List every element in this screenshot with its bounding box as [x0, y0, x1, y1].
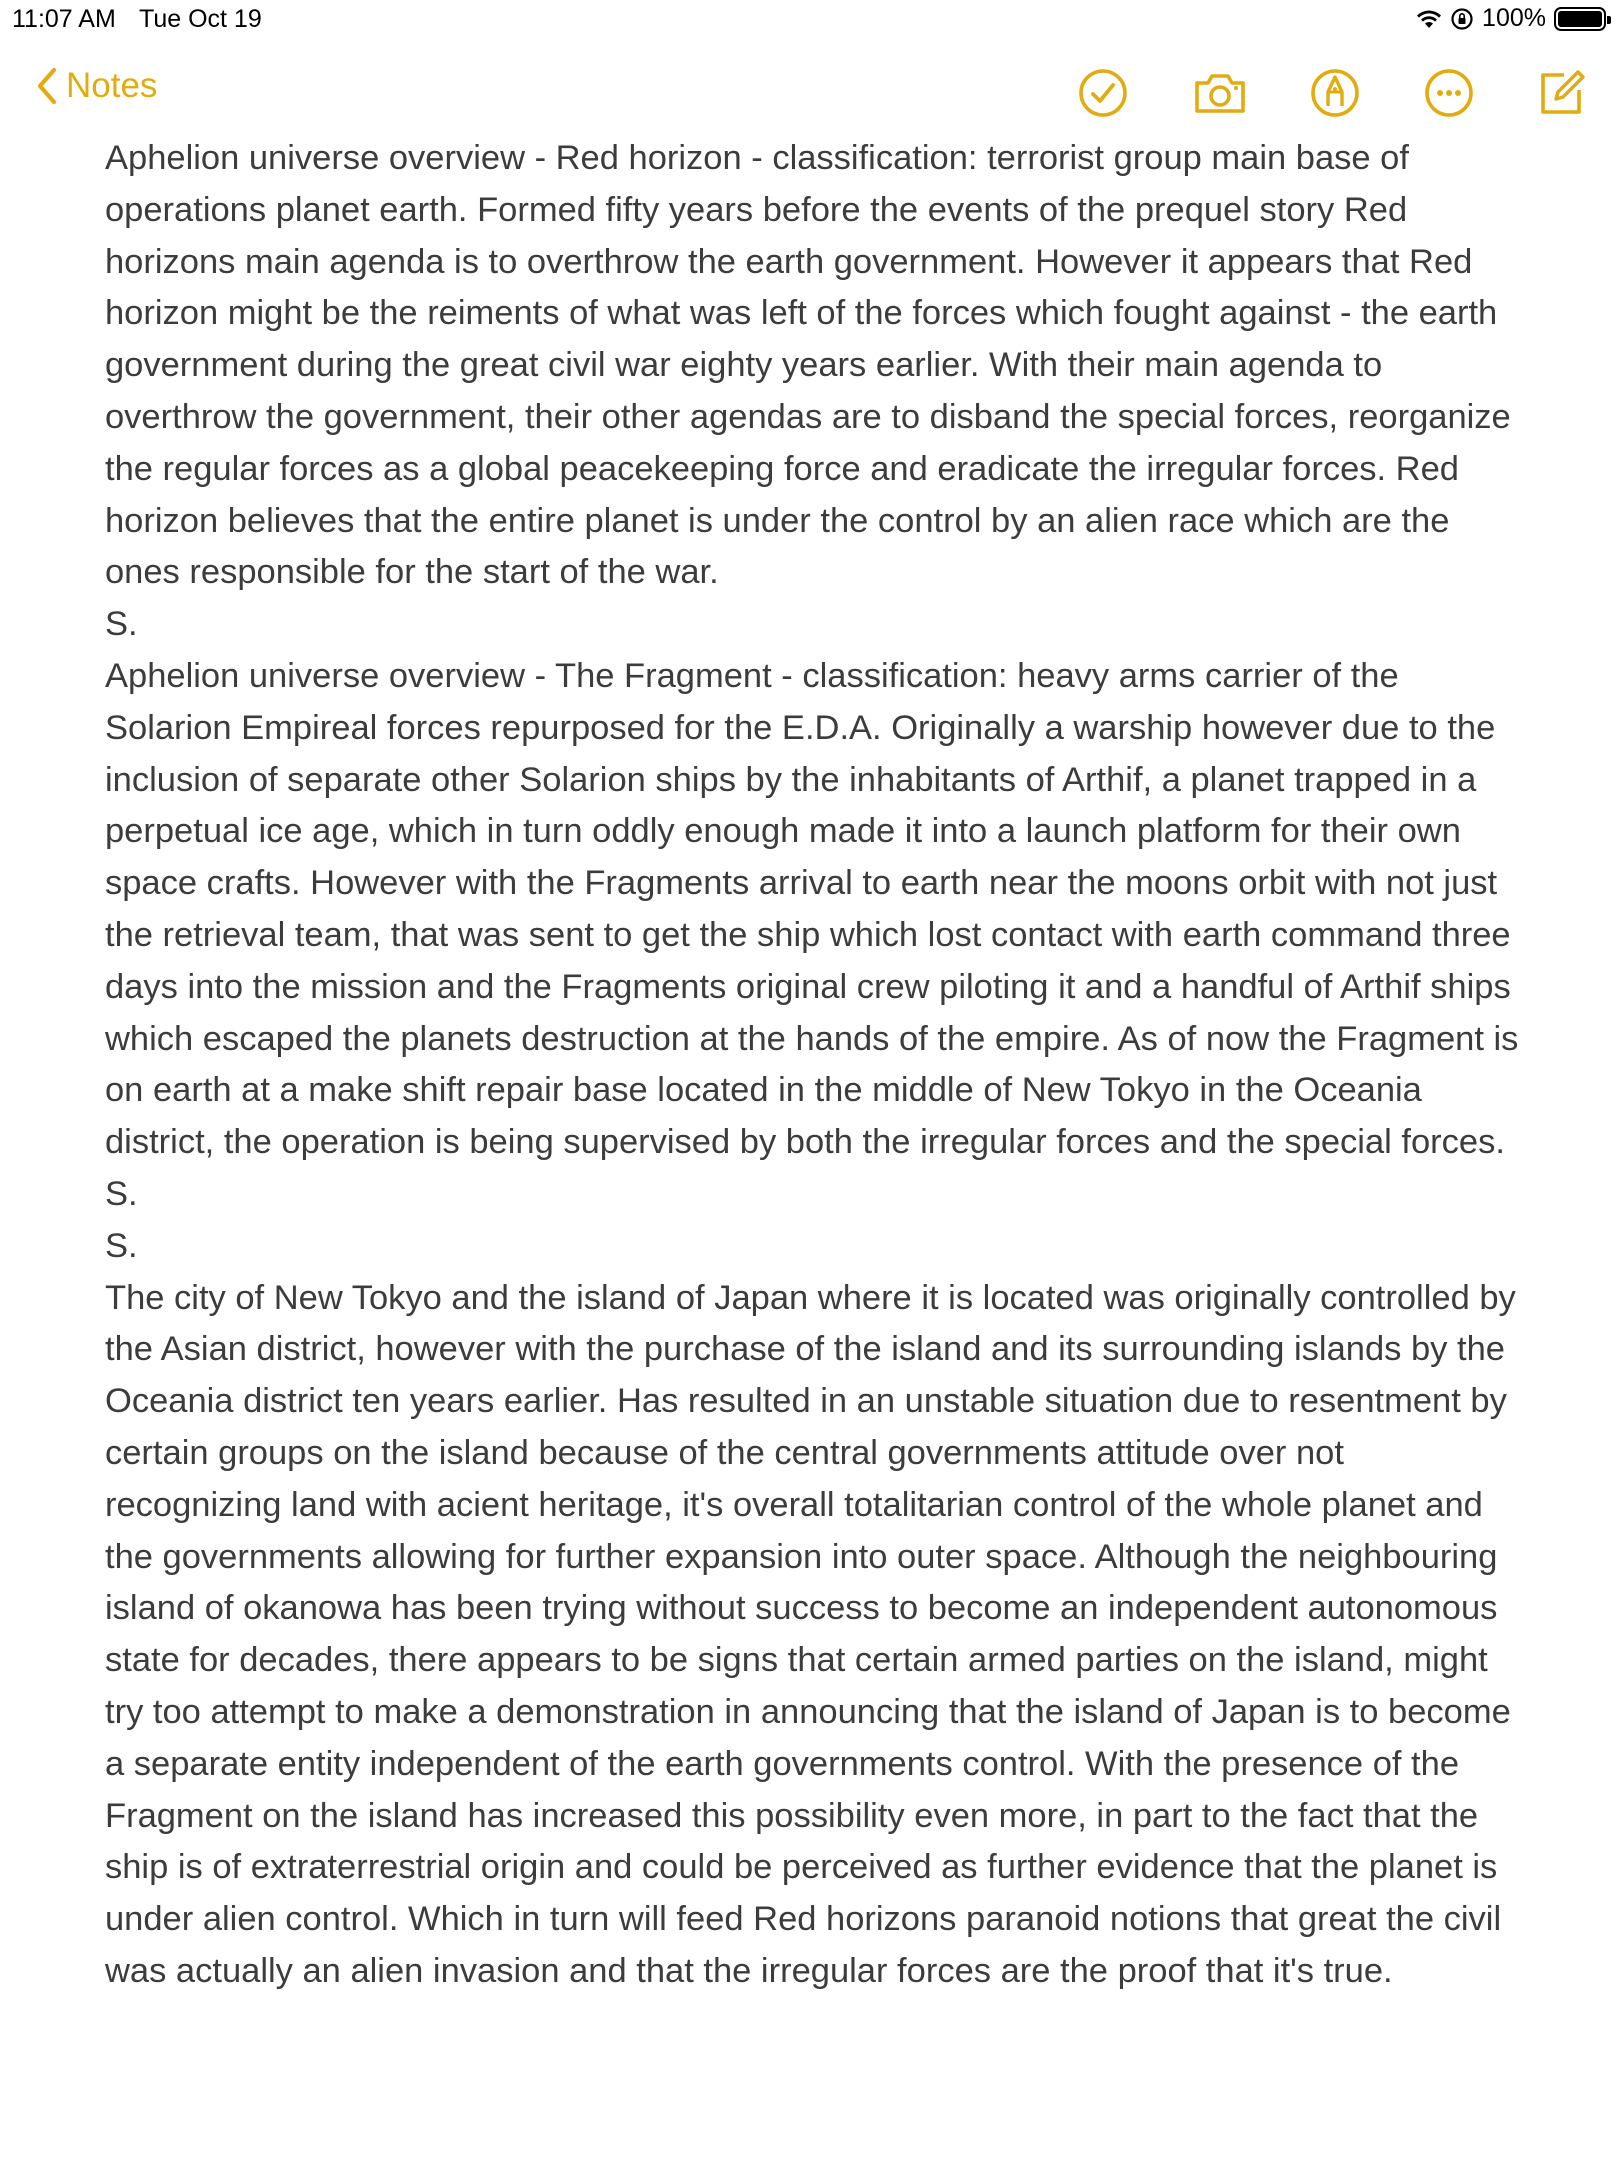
note-paragraph: The city of New Tokyo and the island of Japan where it is located was originally controlled by the Asian district, however with the purchase of the island and its surrounding islands by the Oceania district ten years earlier. Has resulted in an unstable situation due to resentment by certain groups on the island because of the central governments attitude over not recognizing land with acient heritage, it's overall totalitarian control of the whole planet and the governments allowing for further expansion into outer space. Although the neighbouring island of okanowa has been trying without success to become an independent autonomous state for decades, there appears to be signs that certain armed parties on the island, might try too attempt to make a demonstration in announcing that the island of Japan is to become a separate entity independent of the earth governments control. With the presence of the Fragment on the island has increased this possibility even more, in part to the fact that the ship is of extraterrestrial origin and could be perceived as further evidence that the planet is under alien control. Which in turn will feed Red horizons paranoid notions that great the civil was actually an alien invasion and that the irregular forces are the proof that it's true.: [105, 1278, 1516, 1990]
markup-pen-icon[interactable]: [1308, 66, 1362, 120]
status-date: Tue Oct 19: [139, 5, 262, 33]
battery-level: [1558, 11, 1602, 27]
status-indicators: [1416, 4, 1606, 33]
battery-icon: [1554, 7, 1606, 31]
more-icon[interactable]: [1422, 66, 1476, 120]
note-paragraph: S.: [105, 1174, 138, 1213]
chevron-left-icon: [36, 67, 58, 105]
note-paragraph: Aphelion universe overview - The Fragment - classification: heavy arms carrier of the Solarion Empireal forces repurposed for the E.D.A. Originally a warship however due to the inclusion of separate other Solarion ships by the inhabitants of Arthif, a planet trapped in a perpetual ice age, which in turn oddly enough made it into a launch platform for their own space crafts. However with the Fragments arrival to earth near the moons orbit with not just the retrieval team, that was sent to get the ship which lost contact with earth command three days into the mission and the Fragments original crew piloting it and a handful of Arthif ships which escaped the planets destruction at the hands of the empire. As of now the Fragment is on earth at a make shift repair base located in the middle of New Tokyo in the Oceania district, the operation is being supervised by both the irregular forces and the special forces.: [105, 656, 1519, 1162]
note-body[interactable]: [105, 133, 1525, 1998]
back-button-label: Notes: [66, 66, 158, 105]
status-time: 11:07 AM: [12, 5, 116, 33]
back-to-notes-button[interactable]: [36, 66, 157, 106]
status-bar: [0, 0, 1620, 40]
battery-percentage: 100%: [1482, 4, 1546, 32]
note-toolbar: [0, 58, 1620, 124]
wifi-icon: [1416, 8, 1442, 30]
note-paragraph: Aphelion universe overview - Red horizon - classification: terrorist group main base of operations planet earth. Formed fifty years before the events of the prequel story Red horizons main agenda is to overthrow the earth government. However it appears that Red horizon might be the reiments of what was left of the forces which fought against - the earth government during the great civil war eighty years earlier. With their main agenda to overthrow the government, their other agendas are to disband the special forces, reorganize the regular forces as a global peacekeeping force and eradicate the irregular forces. Red horizon believes that the entire planet is under the control by an alien race which are the ones responsible for the start of the war.: [105, 139, 1511, 592]
orientation-lock-icon: [1450, 7, 1474, 31]
compose-icon[interactable]: [1534, 66, 1588, 120]
note-paragraph: S.: [105, 1226, 138, 1265]
note-paragraph: S.: [105, 605, 138, 644]
checklist-icon[interactable]: [1076, 66, 1130, 120]
camera-icon[interactable]: [1193, 66, 1247, 120]
